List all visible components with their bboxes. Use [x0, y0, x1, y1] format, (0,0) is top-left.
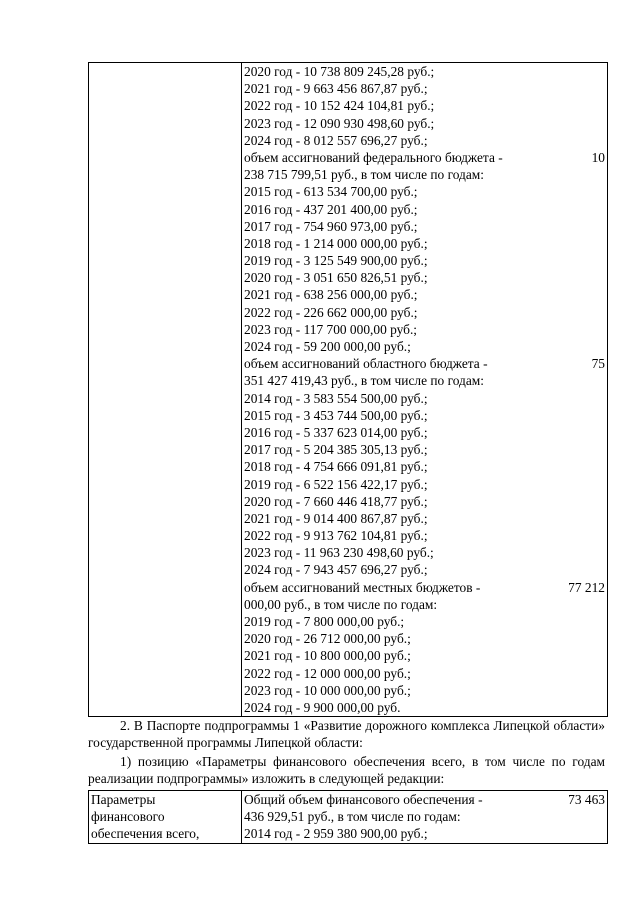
table-line — [244, 424, 605, 441]
line-text: 2014 год - 2 959 380 900,00 руб.; — [244, 826, 428, 842]
line-text: 2023 год - 10 000 000,00 руб.; — [244, 682, 411, 698]
table-line — [244, 510, 605, 527]
line-text: 2022 год - 10 152 424 104,81 руб.; — [244, 98, 435, 114]
line-text: 2019 год - 7 800 000,00 руб.; — [244, 614, 405, 629]
table-label-cell-empty — [89, 63, 242, 717]
table-line — [244, 407, 605, 424]
table-line — [244, 527, 605, 544]
table-line — [244, 390, 605, 407]
paragraph-position-change: 1) позицию «Параметры финансового обеспечения всего, в том числе по годам реализации подпрограммы» изложить в следующей редакции: — [88, 754, 605, 787]
line-text: 2018 год - 4 754 666 091,81 руб.; — [244, 459, 428, 475]
table-line — [244, 699, 605, 716]
parameters-label-line: обеспечения всего, — [91, 826, 200, 842]
table-line — [244, 132, 605, 149]
parameters-label-line: Параметры — [91, 792, 156, 807]
table-line — [244, 372, 605, 389]
line-right-number: 10 — [591, 149, 605, 165]
parameters-label-cell — [89, 791, 242, 844]
line-text: 000,00 руб., в том числе по годам: — [244, 596, 438, 612]
table-line — [244, 808, 605, 825]
line-text: 2023 год - 11 963 230 498,60 руб.; — [244, 545, 434, 561]
table-line — [244, 201, 605, 218]
financing-table-continued — [88, 62, 608, 717]
line-text: 2024 год - 7 943 457 696,27 руб.; — [244, 562, 428, 578]
table-line — [244, 441, 605, 458]
table-row — [89, 63, 608, 717]
line-text: 2017 год - 5 204 385 305,13 руб.; — [244, 442, 428, 458]
table-line — [244, 80, 605, 97]
line-text: 2024 год - 9 900 000,00 руб. — [244, 699, 401, 715]
line-text: 2020 год - 3 051 650 826,51 руб.; — [244, 270, 428, 286]
line-text: 2024 год - 59 200 000,00 руб.; — [244, 339, 411, 354]
table-line — [244, 218, 605, 235]
line-text: 2015 год - 3 453 744 500,00 руб.; — [244, 407, 428, 423]
line-text: 2022 год - 9 913 762 104,81 руб.; — [244, 528, 428, 544]
table-line — [244, 458, 605, 475]
line-right-number: 75 — [591, 356, 605, 372]
line-text: 2023 год - 12 090 930 498,60 руб.; — [244, 115, 435, 131]
line-text: 2020 год - 26 712 000,00 руб.; — [244, 631, 411, 647]
table-line — [244, 579, 605, 596]
line-text: Общий объем финансового обеспечения - — [244, 792, 483, 807]
table-line — [244, 97, 605, 114]
line-text: 2015 год - 613 534 700,00 руб.; — [244, 184, 418, 200]
line-right-number: 77 212 — [568, 579, 605, 595]
table-line — [244, 304, 605, 321]
line-text: 2023 год - 117 700 000,00 руб.; — [244, 321, 418, 337]
table-line — [244, 682, 605, 699]
line-text: объем ассигнований федерального бюджета - — [244, 149, 503, 165]
line-text: 2021 год - 638 256 000,00 руб.; — [244, 287, 418, 303]
line-text: 2019 год - 6 522 156 422,17 руб.; — [244, 476, 428, 492]
financing-values-cell — [242, 63, 608, 717]
table-line — [244, 476, 605, 493]
line-text: 2021 год - 9 014 400 867,87 руб.; — [244, 510, 428, 526]
table-line — [244, 665, 605, 682]
table-line — [244, 235, 605, 252]
financing-parameters-table — [88, 790, 608, 844]
table-line — [244, 493, 605, 510]
table-line — [244, 183, 605, 200]
table-line — [244, 115, 605, 132]
table-line — [244, 647, 605, 664]
table-line — [244, 613, 605, 630]
table-line — [244, 321, 605, 338]
table-line — [244, 791, 605, 808]
table-line — [244, 355, 605, 372]
line-text: 2014 год - 3 583 554 500,00 руб.; — [244, 390, 428, 406]
paragraph-passport-subprogram: 2. В Паспорте подпрограммы 1 «Развитие дорожного комплекса Липецкой области» государственной программы Липецкой области: — [88, 718, 605, 751]
line-text: 2021 год - 10 800 000,00 руб.; — [244, 648, 411, 664]
table-line — [244, 149, 605, 166]
table-line — [244, 252, 605, 269]
table-line — [244, 630, 605, 647]
line-right-number: 73 463 — [568, 792, 605, 807]
line-text: 436 929,51 руб., в том числе по годам: — [244, 809, 461, 825]
line-text: 2024 год - 8 012 557 696,27 руб.; — [244, 132, 428, 148]
line-text: 2021 год - 9 663 456 867,87 руб.; — [244, 81, 428, 97]
parameters-label-line: финансового — [91, 809, 165, 825]
line-text: 351 427 419,43 руб., в том числе по годам: — [244, 373, 484, 389]
table-line — [244, 63, 605, 80]
line-text: 2022 год - 226 662 000,00 руб.; — [244, 304, 418, 320]
line-text: 2020 год - 7 660 446 418,77 руб.; — [244, 493, 428, 509]
table-line — [244, 286, 605, 303]
table-line — [244, 166, 605, 183]
line-text: 2017 год - 754 960 973,00 руб.; — [244, 218, 418, 234]
line-text: 2018 год - 1 214 000 000,00 руб.; — [244, 235, 428, 251]
line-text: 2022 год - 12 000 000,00 руб.; — [244, 665, 411, 681]
table-line — [244, 338, 605, 355]
table-line — [244, 269, 605, 286]
line-text: объем ассигнований областного бюджета - — [244, 356, 488, 372]
line-text: 2020 год - 10 738 809 245,28 руб.; — [244, 64, 435, 79]
financing-values-cell — [242, 791, 608, 844]
line-text: 2019 год - 3 125 549 900,00 руб.; — [244, 253, 428, 269]
line-text: 2016 год - 5 337 623 014,00 руб.; — [244, 424, 428, 440]
line-text: 2016 год - 437 201 400,00 руб.; — [244, 201, 418, 217]
line-text: объем ассигнований местных бюджетов - — [244, 579, 481, 595]
line-text: 238 715 799,51 руб., в том числе по годам: — [244, 167, 484, 183]
table-line — [244, 544, 605, 561]
table-row — [89, 791, 608, 844]
table-line — [244, 596, 605, 613]
table-line — [244, 561, 605, 578]
table-line — [244, 825, 605, 842]
